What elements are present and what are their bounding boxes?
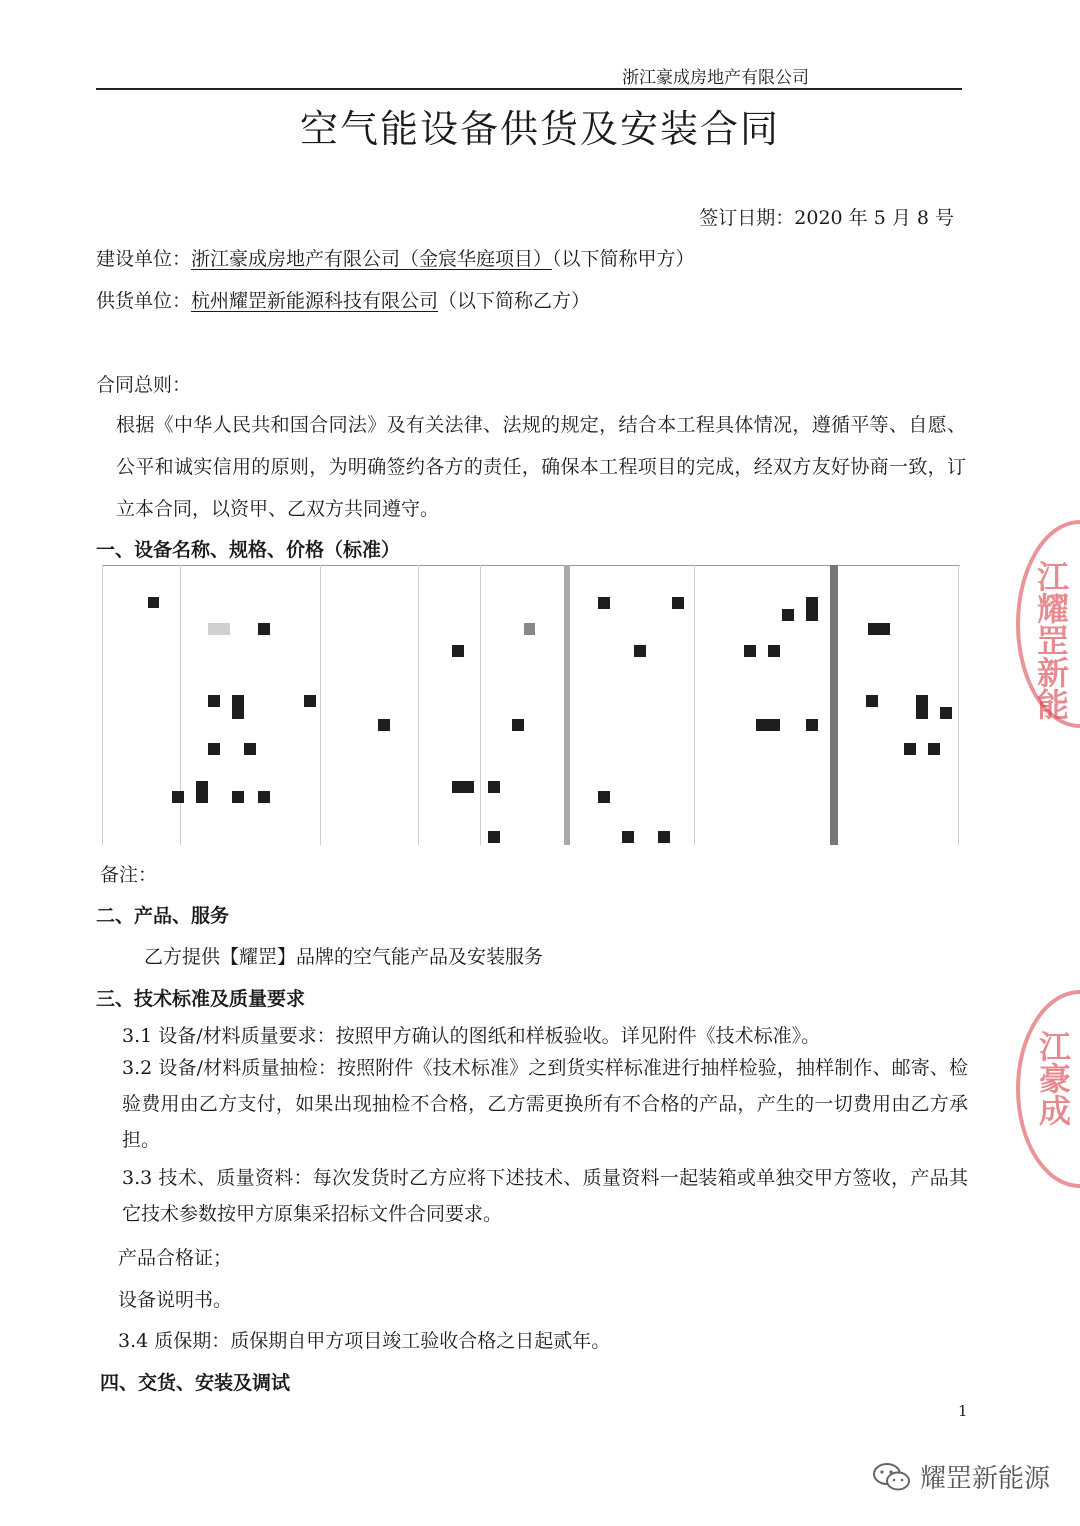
party-a-suffix: （以下简称甲方）	[552, 248, 695, 270]
section4-heading: 四、交货、安装及调试	[100, 1372, 291, 1394]
clause-3-3: 3.3 技术、质量资料：每次发货时乙方应将下述技术、质量资料一起装箱或单独交甲方签收，产品其它技术参数按甲方原集采招标文件合同要求。	[122, 1167, 968, 1225]
wechat-icon	[872, 1461, 912, 1493]
doc-item-certificate: 产品合格证；	[118, 1247, 233, 1269]
party-a-name: 浙江豪成房地产有限公司（金宸华庭项目）	[191, 248, 553, 270]
seal-bottom-text: 江豪成	[1034, 1030, 1072, 1126]
wechat-watermark	[872, 1458, 1050, 1495]
document-title: 空气能设备供货及安装合同	[299, 107, 780, 151]
section3-heading: 三、技术标准及质量要求	[96, 988, 306, 1010]
watermark-text: 耀罡新能源	[919, 1464, 1050, 1494]
header-company: 浙江豪成房地产有限公司	[622, 68, 809, 88]
clause-3-2: 3.2 设备/材料质量抽检：按照附件《技术标准》之到货实样标准进行抽样检验，抽样制作、邮寄、检验费用由乙方支付，如果出现抽检不合格，乙方需更换所有不合格的产品，产生的一切费用由乙方承担。	[122, 1057, 968, 1151]
party-a-line	[96, 244, 695, 271]
clause-3-4: 3.4 质保期：质保期自甲方项目竣工验收合格之日起贰年。	[118, 1330, 611, 1352]
clause-3-1: 3.1 设备/材料质量要求：按照甲方确认的图纸和样板验收。详见附件《技术标准》。	[122, 1025, 821, 1047]
section2-body: 乙方提供【耀罡】品牌的空气能产品及安装服务	[144, 946, 544, 968]
section2-heading: 二、产品、服务	[96, 905, 230, 927]
general-body: 根据《中华人民共和国合同法》及有关法律、法规的规定，结合本工程具体情况，遵循平等、自愿、公平和诚实信用的原则，为明确签约各方的责任，确保本工程项目的完成，经双方友好协商一致，订立本合同，以资甲、乙双方共同遵守。	[116, 414, 966, 520]
party-a-label: 建设单位：	[96, 248, 192, 270]
remark-label: 备注：	[100, 864, 158, 886]
seal-top-text: 江耀罡新能	[1032, 560, 1070, 720]
party-b-name: 杭州耀罡新能源科技有限公司	[191, 290, 439, 312]
redacted-price-table	[102, 565, 960, 845]
section1-heading: 一、设备名称、规格、价格（标准）	[96, 539, 401, 561]
party-b-line	[96, 286, 590, 313]
general-heading: 合同总则：	[96, 374, 192, 396]
party-b-label: 供货单位：	[96, 290, 192, 312]
party-b-suffix: （以下简称乙方）	[438, 290, 591, 312]
header-divider	[96, 88, 962, 90]
sign-date: 签订日期：2020 年 5 月 8 号	[699, 207, 954, 229]
page-number: 1	[958, 1402, 968, 1420]
doc-item-manual: 设备说明书。	[118, 1289, 233, 1311]
